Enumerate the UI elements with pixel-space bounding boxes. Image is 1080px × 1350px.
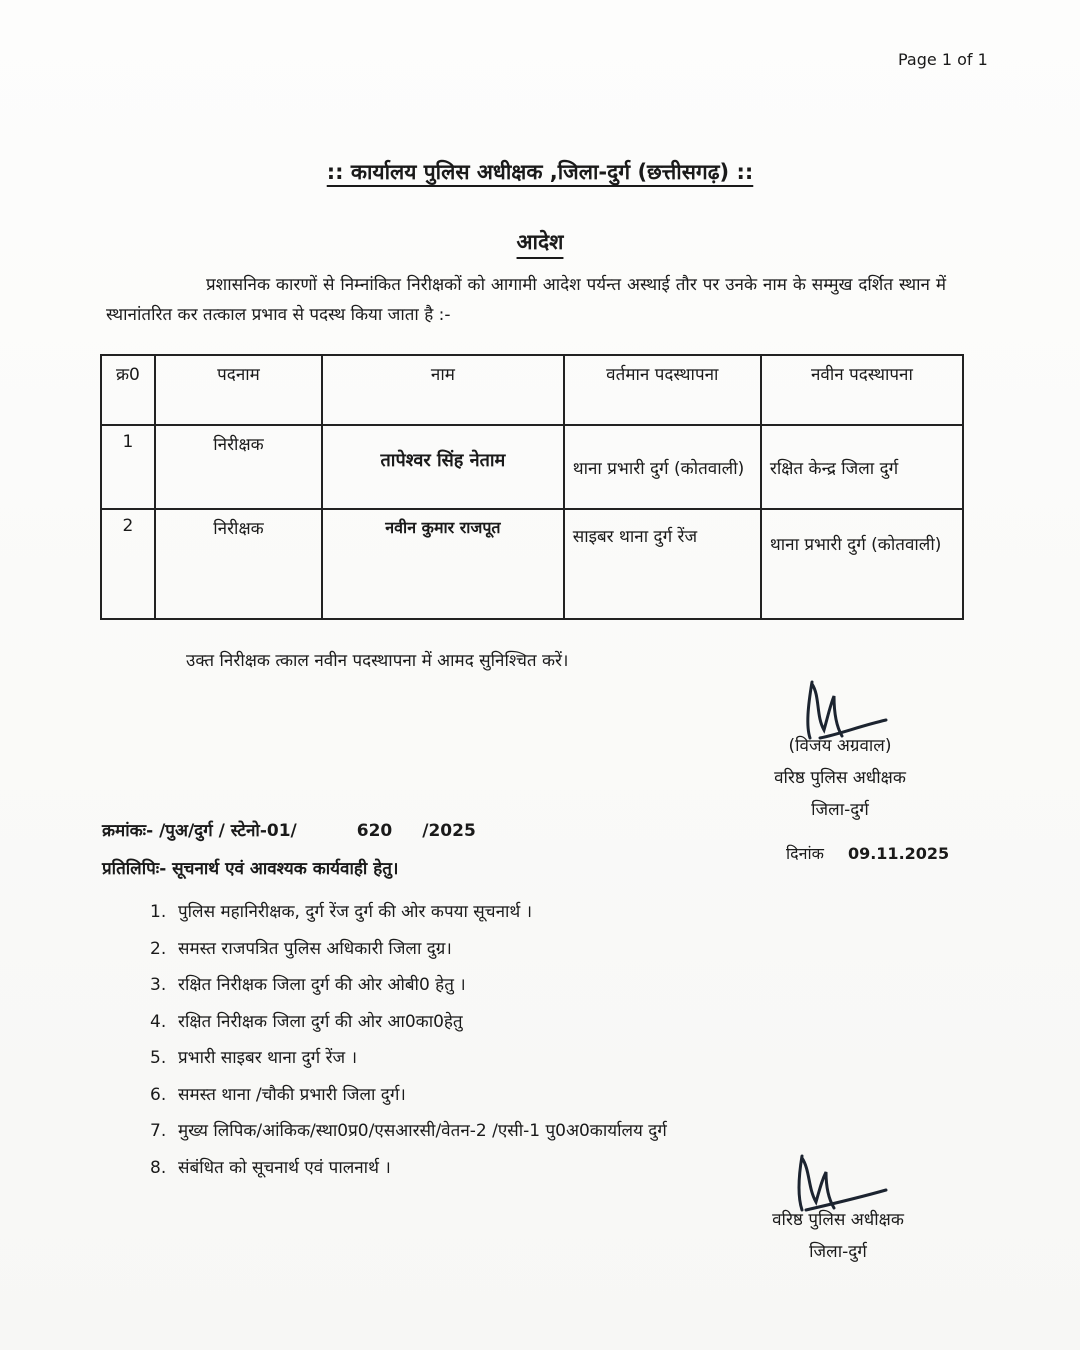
copy-list (150, 894, 667, 1186)
list-item-number: 2. (150, 938, 167, 959)
footer-signatory-district: जिला-दुर्ग (809, 1242, 867, 1262)
reference-number: 620 (356, 821, 393, 841)
header-name: नाम (322, 355, 564, 425)
cell-current-posting (564, 425, 761, 509)
list-item-text: रक्षित निरीक्षक जिला दुर्ग की ओर आ0का0हेतु (178, 1011, 463, 1032)
list-item-text: समस्त राजपत्रित पुलिस अधिकारी जिला दुग्र। (178, 938, 452, 959)
copy-heading: प्रतिलिपिः- सूचनार्थ एवं आवश्यक कार्यवाही हेतु। (102, 859, 399, 879)
signatory-name: (विजय अग्रवाल) (788, 736, 892, 756)
cell-current-posting-text: साइबर थाना दुर्ग रेंज (572, 527, 698, 547)
reference-prefix: क्रमांकः- /पुअ/दुर्ग / स्टेनो-01/ (102, 821, 297, 841)
list-item-text: प्रभारी साइबर थाना दुर्ग रेंज । (178, 1048, 358, 1068)
cell-new-posting (761, 509, 963, 619)
signatory-district: जिला-दुर्ग (811, 800, 869, 820)
page-number: Page 1 of 1 (898, 50, 988, 69)
header-current-posting: वर्तमान पदस्थापना (564, 355, 761, 425)
reference-line (102, 818, 496, 841)
list-item-number: 7. (150, 1121, 167, 1141)
transfer-table (100, 354, 964, 620)
signatory-designation: वरिष्ठ पुलिस अधीक्षक (774, 768, 906, 788)
list-item (150, 1077, 667, 1114)
list-item-text: पुलिस महानिरीक्षक, दुर्ग रेंज दुर्ग की ओर कपया सूचनार्थ । (178, 902, 533, 922)
cell-name (322, 425, 564, 509)
instruction-text: उक्त निरीक्षक त्काल नवीन पदस्थापना में आमद सुनिश्चित करें। (186, 651, 569, 671)
cell-new-posting-text: रक्षित केन्द्र जिला दुर्ग (769, 459, 899, 479)
header-designation: पदनाम (155, 355, 322, 425)
cell-sn: 1 (101, 425, 155, 509)
cell-new-posting-text: थाना प्रभारी दुर्ग (कोतवाली) (769, 535, 942, 555)
list-item-number: 3. (150, 975, 167, 995)
header-new-posting: नवीन पदस्थापना (761, 355, 963, 425)
cell-current-posting (564, 509, 761, 619)
cell-designation: निरीक्षक (155, 425, 322, 509)
cell-designation: निरीक्षक (155, 509, 322, 619)
order-title-text: आदेश (516, 230, 564, 254)
office-title (0, 158, 1080, 186)
office-title-text: :: कार्यालय पुलिस अधीक्षक ,जिला-दुर्ग (छत्तीसगढ़) :: (326, 160, 754, 184)
table-row (101, 509, 963, 619)
list-item (150, 931, 667, 968)
order-title (0, 228, 1080, 256)
date-label: दिनांक (786, 844, 824, 863)
list-item-number: 6. (150, 1084, 167, 1105)
list-item-number: 5. (150, 1048, 167, 1068)
list-item-number: 1. (150, 902, 167, 922)
list-item-text: संबंधित को सूचनार्थ एवं पालनार्थ । (178, 1157, 391, 1178)
cell-name-text: तापेश्वर सिंह नेताम (380, 450, 506, 471)
list-item (150, 967, 667, 1004)
list-item-number: 4. (150, 1011, 167, 1032)
list-item (150, 1113, 667, 1150)
list-item (150, 894, 667, 931)
list-item-number: 8. (150, 1157, 167, 1178)
footer-signatory-designation: वरिष्ठ पुलिस अधीक्षक (772, 1210, 904, 1230)
date-line (786, 842, 949, 864)
signature-block (740, 676, 940, 826)
list-item-text: रक्षित निरीक्षक जिला दुर्ग की ओर ओबी0 हेतु । (178, 975, 466, 995)
cell-name (322, 509, 564, 619)
cell-sn: 2 (101, 509, 155, 619)
reference-year: /2025 (422, 821, 476, 841)
list-item-text: समस्त थाना /चौकी प्रभारी जिला दुर्ग। (178, 1084, 406, 1105)
cell-new-posting (761, 425, 963, 509)
list-item (150, 1004, 667, 1041)
date-value: 09.11.2025 (847, 844, 950, 863)
header-sn: क्र0 (101, 355, 155, 425)
intro-paragraph: प्रशासनिक कारणों से निम्नांकित निरीक्षकों को आगामी आदेश पर्यन्त अस्थाई तौर पर उनके नाम के सम्मुख दर्शित स्थान में स्थानांतरित कर तत्काल प्रभाव से पदस्थ किया जाता है :- (106, 275, 946, 325)
cell-current-posting-text: थाना प्रभारी दुर्ग (कोतवाली) (572, 459, 745, 479)
list-item (150, 1040, 667, 1077)
list-item-text: मुख्य लिपिक/आंकिक/स्था0प्र0/एसआरसी/वेतन-2 /एसी-1 पु0अ0कार्यालय दुर्ग (178, 1121, 667, 1141)
cell-name-text: नवीन कुमार राजपूत (385, 518, 501, 537)
footer-signature-block (748, 1204, 928, 1268)
table-header-row (101, 355, 963, 425)
table-row (101, 425, 963, 509)
list-item (150, 1150, 667, 1187)
